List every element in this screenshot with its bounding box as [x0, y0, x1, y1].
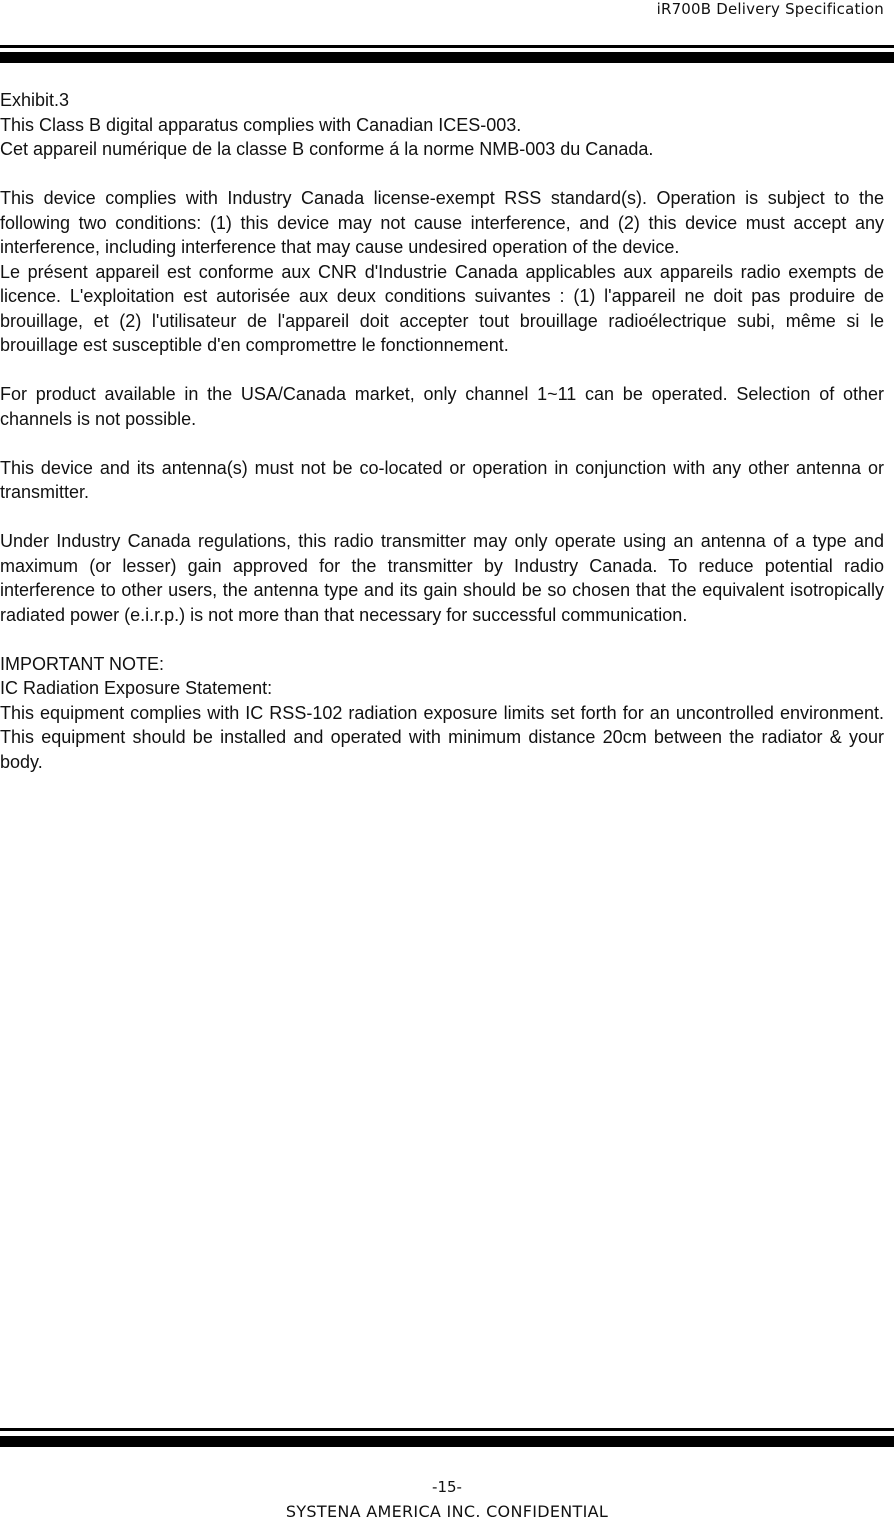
ic-statement-title: IC Radiation Exposure Statement: [0, 678, 273, 698]
paragraph-gap [0, 627, 884, 652]
antenna-gain-statement: Under Industry Canada regulations, this radio transmitter may only operate using an antenna of a type and maximum (or lesser) gain approved for the transmitter by Industry Canada. To reduce potential radio interference to other users, the antenna type and its gain should be so chosen that the equivalent isotropically radiated power (e.i.r.p.) is not more than that necessary for successful communication. [0, 531, 884, 625]
footer-rule-thin [0, 1428, 894, 1431]
paragraph-gap [0, 505, 884, 530]
channel-restriction: For product available in the USA/Canada market, only channel 1~11 can be operated. Selection of other channels is not possible. [0, 384, 884, 429]
colocation-statement: This device and its antenna(s) must not be co-located or operation in conjunction with any other antenna or transmitter. [0, 457, 884, 502]
header-rule-thin [0, 45, 894, 48]
page-number: -15- [432, 1478, 462, 1496]
footer-rule-thick [0, 1436, 894, 1447]
paragraph-gap [0, 431, 884, 456]
important-note-heading: IMPORTANT NOTE: [0, 653, 165, 674]
ic-statement-text: This equipment complies with IC RSS-102 radiation exposure limits set forth for an uncontrolled environment. This equipment should be installed and operated with minimum distance 20cm between the radiator & your body. [0, 702, 884, 772]
paragraph-gap [0, 162, 884, 187]
rss-statement-fr: Le présent appareil est conforme aux CNR d'Industrie Canada applicables aux appareils radio exempts de licence. L'exploitation est autorisée aux deux conditions suivantes : (1) l'appareil ne doit pas produire de brouillage, et (2) l'utilisateur de l'appareil doit accepter tout brouillage radioélectrique subi, même si le brouillage est susceptible d'en compromettre le fonctionnement. [0, 261, 884, 355]
document-body [0, 88, 884, 774]
paragraph-gap [0, 358, 884, 383]
ices-statement-fr: Cet appareil numérique de la classe B conforme á la norme NMB-003 du Canada. [0, 139, 654, 159]
header-rule-thick [0, 52, 894, 63]
document-header-title: iR700B Delivery Specification [656, 0, 884, 18]
exhibit-label: Exhibit.3 [0, 90, 70, 110]
ices-statement-en: This Class B digital apparatus complies with Canadian ICES-003. [0, 114, 522, 135]
confidential-notice: SYSTENA AMERICA INC. CONFIDENTIAL [285, 1502, 609, 1521]
rss-statement-en: This device complies with Industry Canada license-exempt RSS standard(s). Operation is subject to the following two conditions: (1) this device may not cause interference, and (2) this device must accept any interference, including interference that may cause undesired operation of the device. [0, 188, 884, 257]
